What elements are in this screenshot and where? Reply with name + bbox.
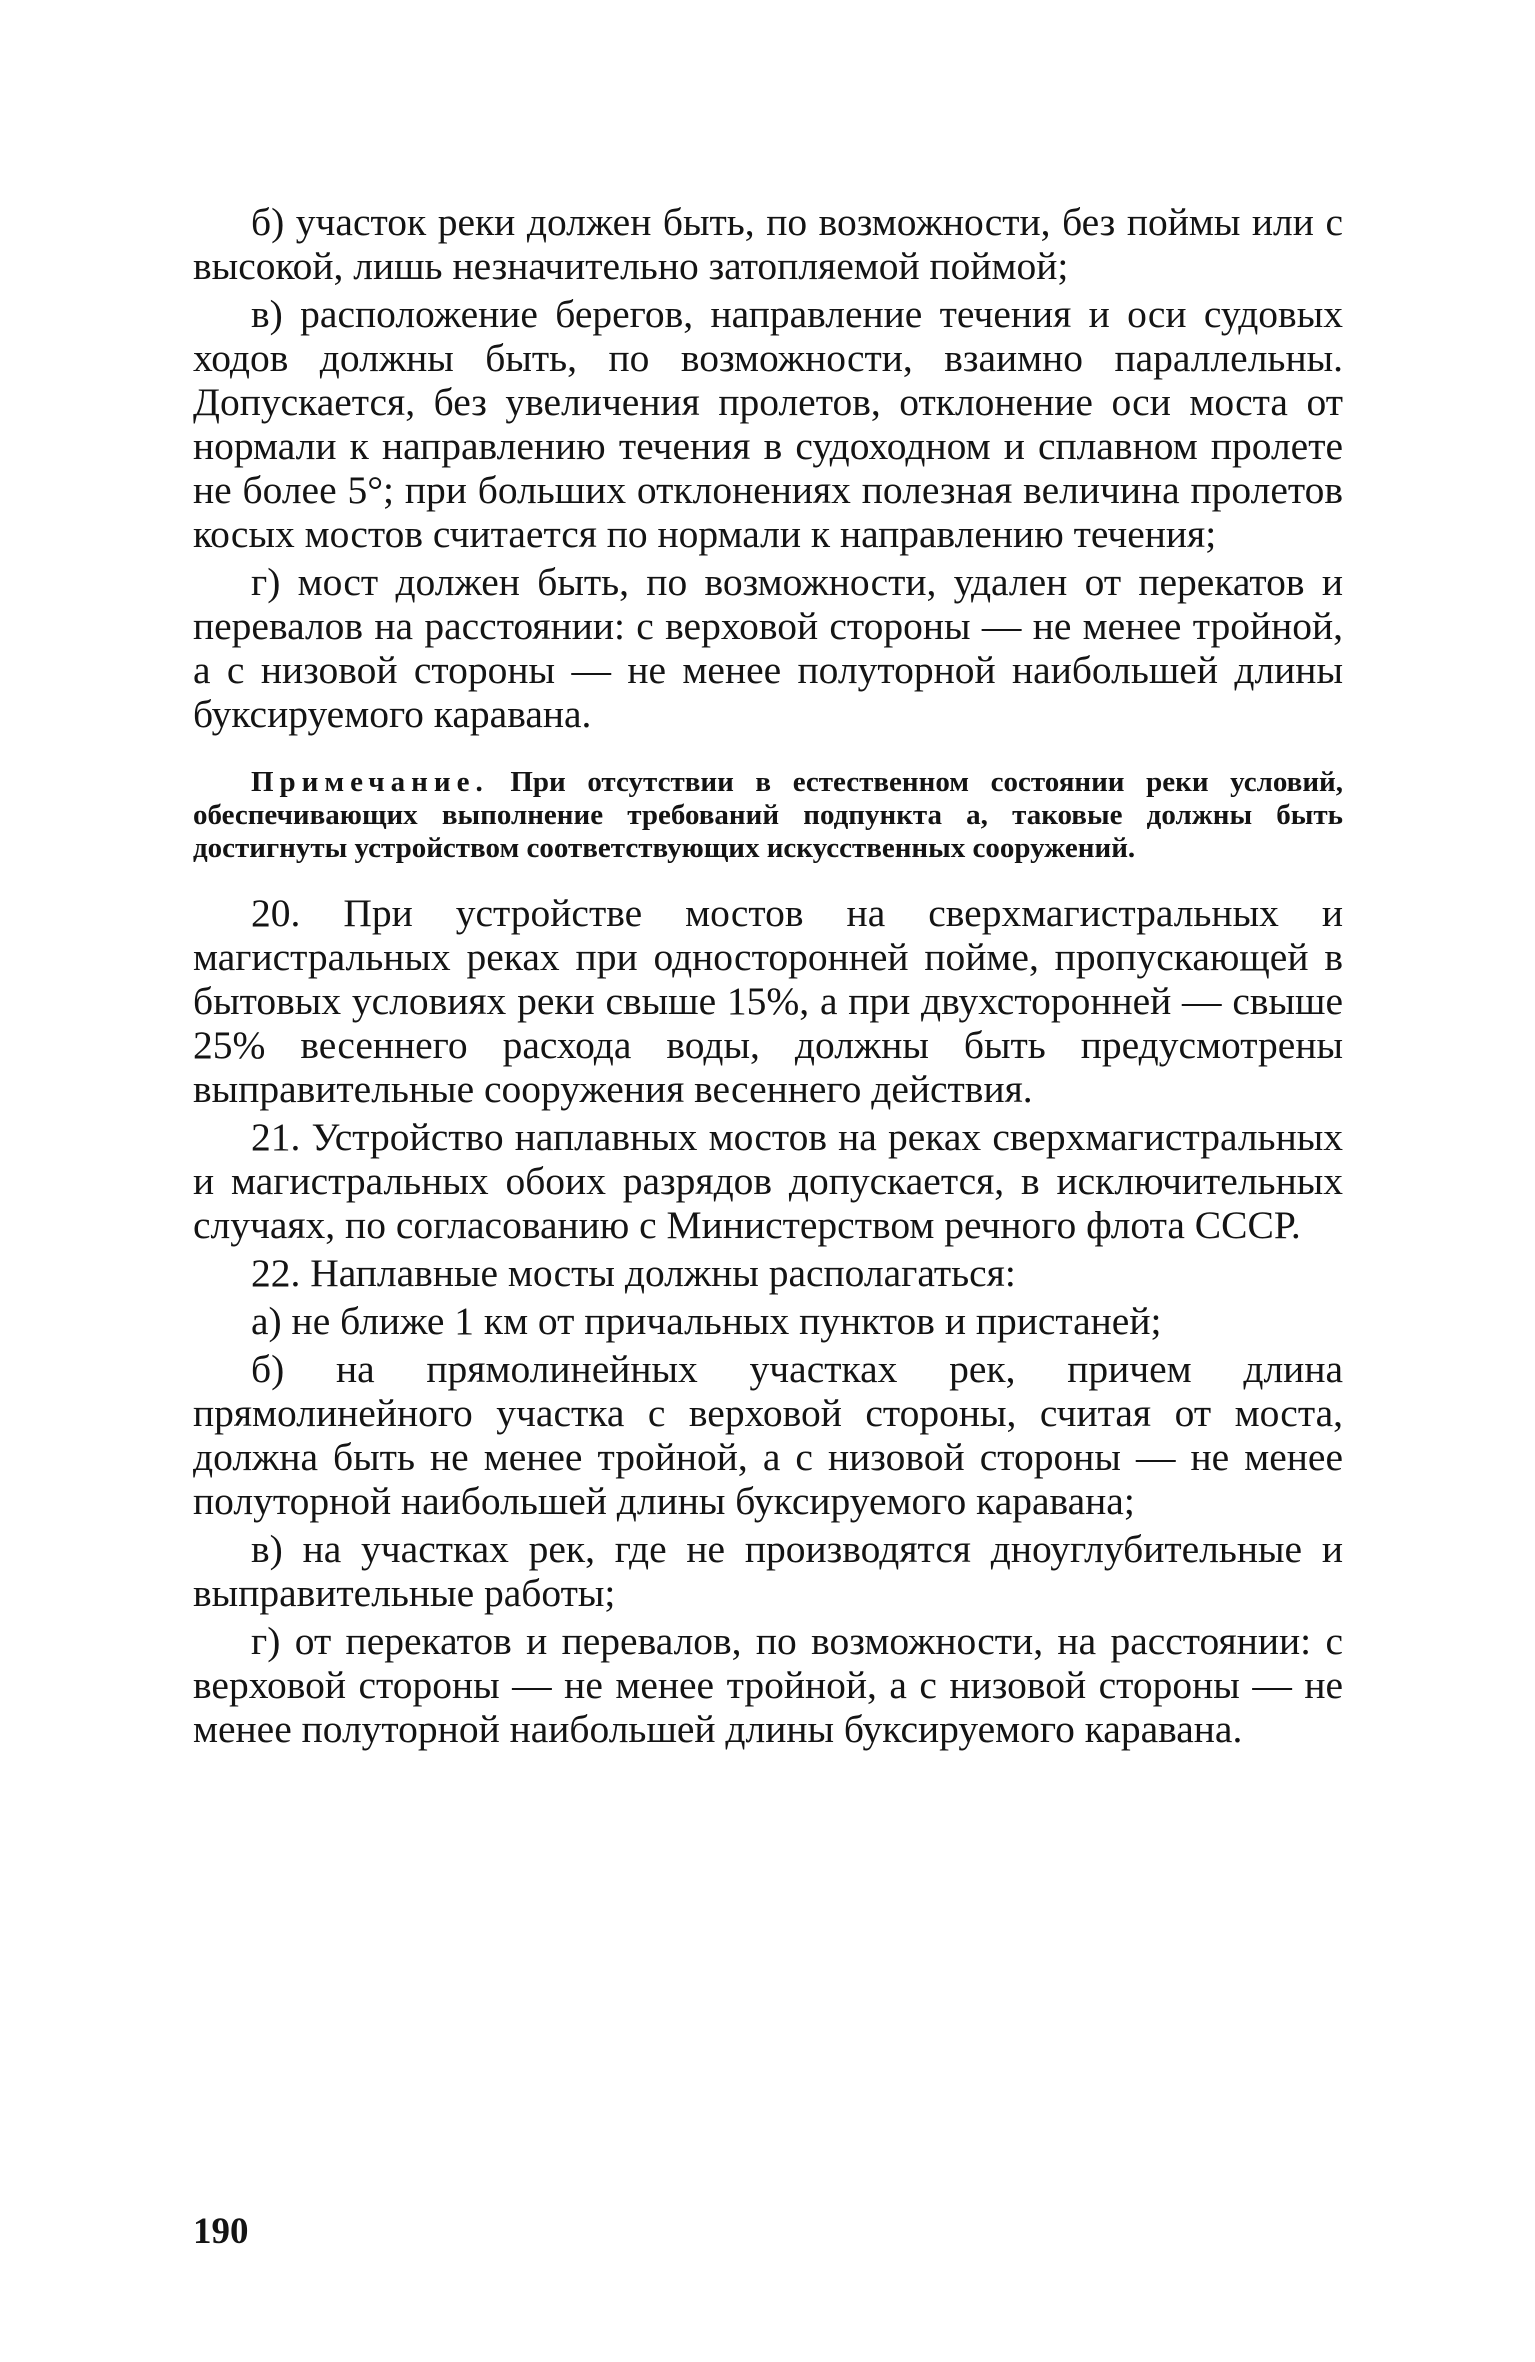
paragraph-22g-rifts: г) от перекатов и перевалов, по возможности, на расстоянии: с верховой стороны — не менее тройной, а с низовой стороны — не менее полуторной наибольшей длины буксируемого каравана. — [193, 1619, 1343, 1751]
paragraph-22b-straight-sections: б) на прямолинейных участках рек, причем длина прямолинейного участка с верховой стороны, считая от моста, должна быть не менее тройной, а с низовой стороны — не менее полуторной наибольшей длины буксируемого каравана; — [193, 1347, 1343, 1523]
paragraph-g-distance-from-rifts: г) мост должен быть, по возможности, удален от перекатов и перевалов на расстоянии: с верховой стороны — не менее тройной, а с низовой стороны — не менее полуторной наибольшей длины буксируемого каравана. — [193, 560, 1343, 736]
paragraph-20-regulation-structures: 20. При устройстве мостов на сверхмагистральных и магистральных реках при односторонней пойме, пропускающей в бытовых условиях реки свыше 15%, а при двухсторонней — свыше 25% весеннего расхода воды, должны быть предусмотрены выправительные сооружения весеннего действия. — [193, 891, 1343, 1111]
paragraph-v-banks-alignment: в) расположение берегов, направление течения и оси судовых ходов должны быть, по возможности, взаимно параллельны. Допускается, без увеличения пролетов, отклонение оси моста от нормали к направлению течения в судоходном и сплавном пролете не более 5°; при больших отклонениях полезная величина пролетов косых мостов считается по нормали к направлению течения; — [193, 292, 1343, 556]
paragraph-b-floodplain: б) участок реки должен быть, по возможности, без поймы или с высокой, лишь незначительно затопляемой поймой; — [193, 200, 1343, 288]
paragraph-22-placement: 22. Наплавные мосты должны располагаться: — [251, 1251, 1016, 1295]
page-body — [193, 200, 1343, 1751]
note-label: Примечание. — [251, 766, 489, 798]
paragraph-22a-piers: а) не ближе 1 км от причальных пунктов и пристаней; — [251, 1299, 1162, 1343]
paragraph-22v-dredging: в) на участках рек, где не производятся дноуглубительные и выправительные работы; — [193, 1527, 1343, 1615]
page-number: 190 — [193, 2211, 249, 2252]
paragraph-21-pontoon-bridges: 21. Устройство наплавных мостов на реках сверхмагистральных и магистральных обоих разрядов допускается, в исключительных случаях, по согласованию с Министерством речного флота СССР. — [193, 1115, 1343, 1247]
note-text: При отсутствии в естественном состоянии реки условий, обеспечивающих выполнение требований подпункта а, таковые должны быть достигнуты устройством соответствующих искусственных сооружений. — [193, 766, 1343, 864]
note — [193, 766, 1343, 865]
